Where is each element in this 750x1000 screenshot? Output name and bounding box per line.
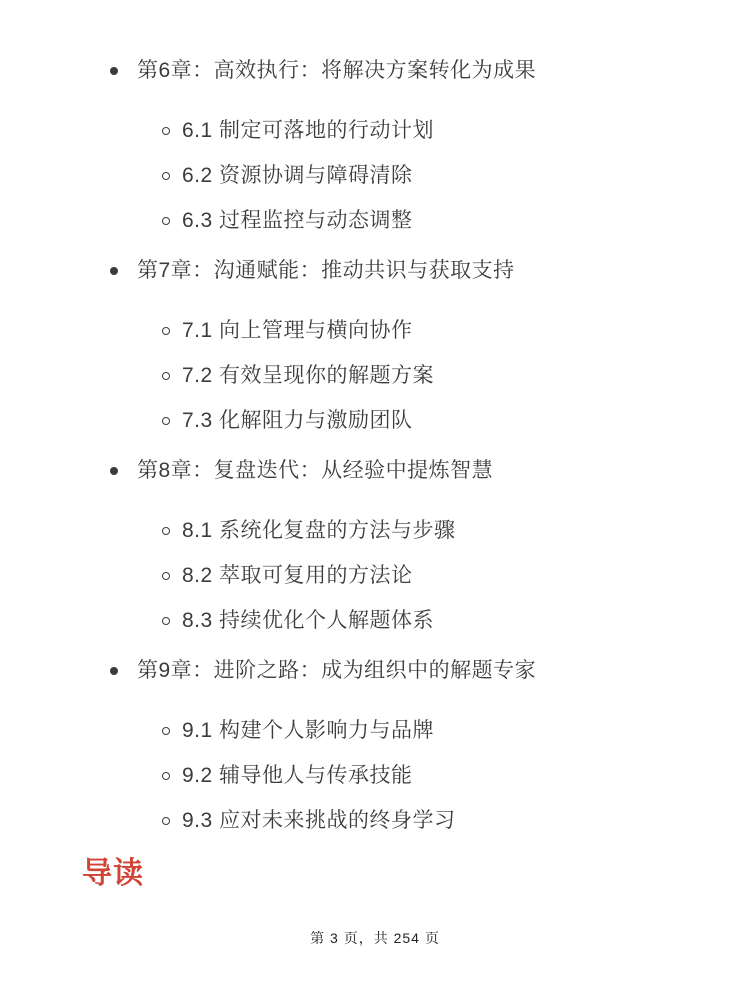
section-heading-daodu: 导读 <box>82 857 144 890</box>
circle-bullet-icon <box>162 817 170 825</box>
circle-bullet-icon <box>162 617 170 625</box>
toc-chapter-6 <box>0 56 750 236</box>
section-title-text: 9.2 辅导他人与传承技能 <box>182 764 413 787</box>
circle-bullet-icon <box>162 527 170 535</box>
circle-bullet-icon <box>162 727 170 735</box>
circle-bullet-icon <box>162 772 170 780</box>
chapter-title-text: 第6章：高效执行：将解决方案转化为成果 <box>137 59 537 82</box>
disc-bullet-icon <box>110 467 118 475</box>
chapter-sections <box>0 116 750 236</box>
chapter-title-text: 第9章：进阶之路：成为组织中的解题专家 <box>137 659 537 682</box>
circle-bullet-icon <box>162 372 170 380</box>
section-title-text: 6.2 资源协调与障碍清除 <box>182 164 413 187</box>
disc-bullet-icon <box>110 667 118 675</box>
page-number-footer: 第 3 页，共 254 页 <box>310 930 440 946</box>
section-title-text: 7.3 化解阻力与激励团队 <box>182 409 413 432</box>
section-title-text: 8.1 系统化复盘的方法与步骤 <box>182 519 456 542</box>
toc-section <box>0 406 750 436</box>
toc-section <box>0 206 750 236</box>
toc-section <box>0 561 750 591</box>
chapter-title-text: 第8章：复盘迭代：从经验中提炼智慧 <box>137 459 494 482</box>
circle-bullet-icon <box>162 172 170 180</box>
disc-bullet-icon <box>110 67 118 75</box>
chapter-title-row <box>0 256 750 286</box>
toc-section <box>0 806 750 836</box>
table-of-contents <box>0 56 750 836</box>
section-title-text: 7.2 有效呈现你的解题方案 <box>182 364 435 387</box>
toc-section <box>0 516 750 546</box>
toc-section <box>0 606 750 636</box>
toc-section <box>0 716 750 746</box>
toc-section <box>0 761 750 791</box>
circle-bullet-icon <box>162 327 170 335</box>
chapter-title-text: 第7章：沟通赋能：推动共识与获取支持 <box>137 259 515 282</box>
circle-bullet-icon <box>162 417 170 425</box>
chapter-sections <box>0 716 750 836</box>
disc-bullet-icon <box>110 267 118 275</box>
toc-chapter-7 <box>0 256 750 436</box>
section-title-text: 6.1 制定可落地的行动计划 <box>182 119 435 142</box>
section-title-text: 9.1 构建个人影响力与品牌 <box>182 719 435 742</box>
chapter-sections <box>0 516 750 636</box>
circle-bullet-icon <box>162 217 170 225</box>
toc-chapter-8 <box>0 456 750 636</box>
chapter-title-row <box>0 656 750 686</box>
chapter-sections <box>0 316 750 436</box>
toc-section <box>0 361 750 391</box>
toc-section <box>0 161 750 191</box>
toc-section <box>0 316 750 346</box>
section-title-text: 9.3 应对未来挑战的终身学习 <box>182 809 456 832</box>
chapter-title-row <box>0 56 750 86</box>
toc-section <box>0 116 750 146</box>
section-title-text: 7.1 向上管理与横向协作 <box>182 319 413 342</box>
circle-bullet-icon <box>162 127 170 135</box>
section-title-text: 8.2 萃取可复用的方法论 <box>182 564 413 587</box>
circle-bullet-icon <box>162 572 170 580</box>
section-title-text: 8.3 持续优化个人解题体系 <box>182 609 435 632</box>
chapter-title-row <box>0 456 750 486</box>
toc-chapter-9 <box>0 656 750 836</box>
section-title-text: 6.3 过程监控与动态调整 <box>182 209 413 232</box>
